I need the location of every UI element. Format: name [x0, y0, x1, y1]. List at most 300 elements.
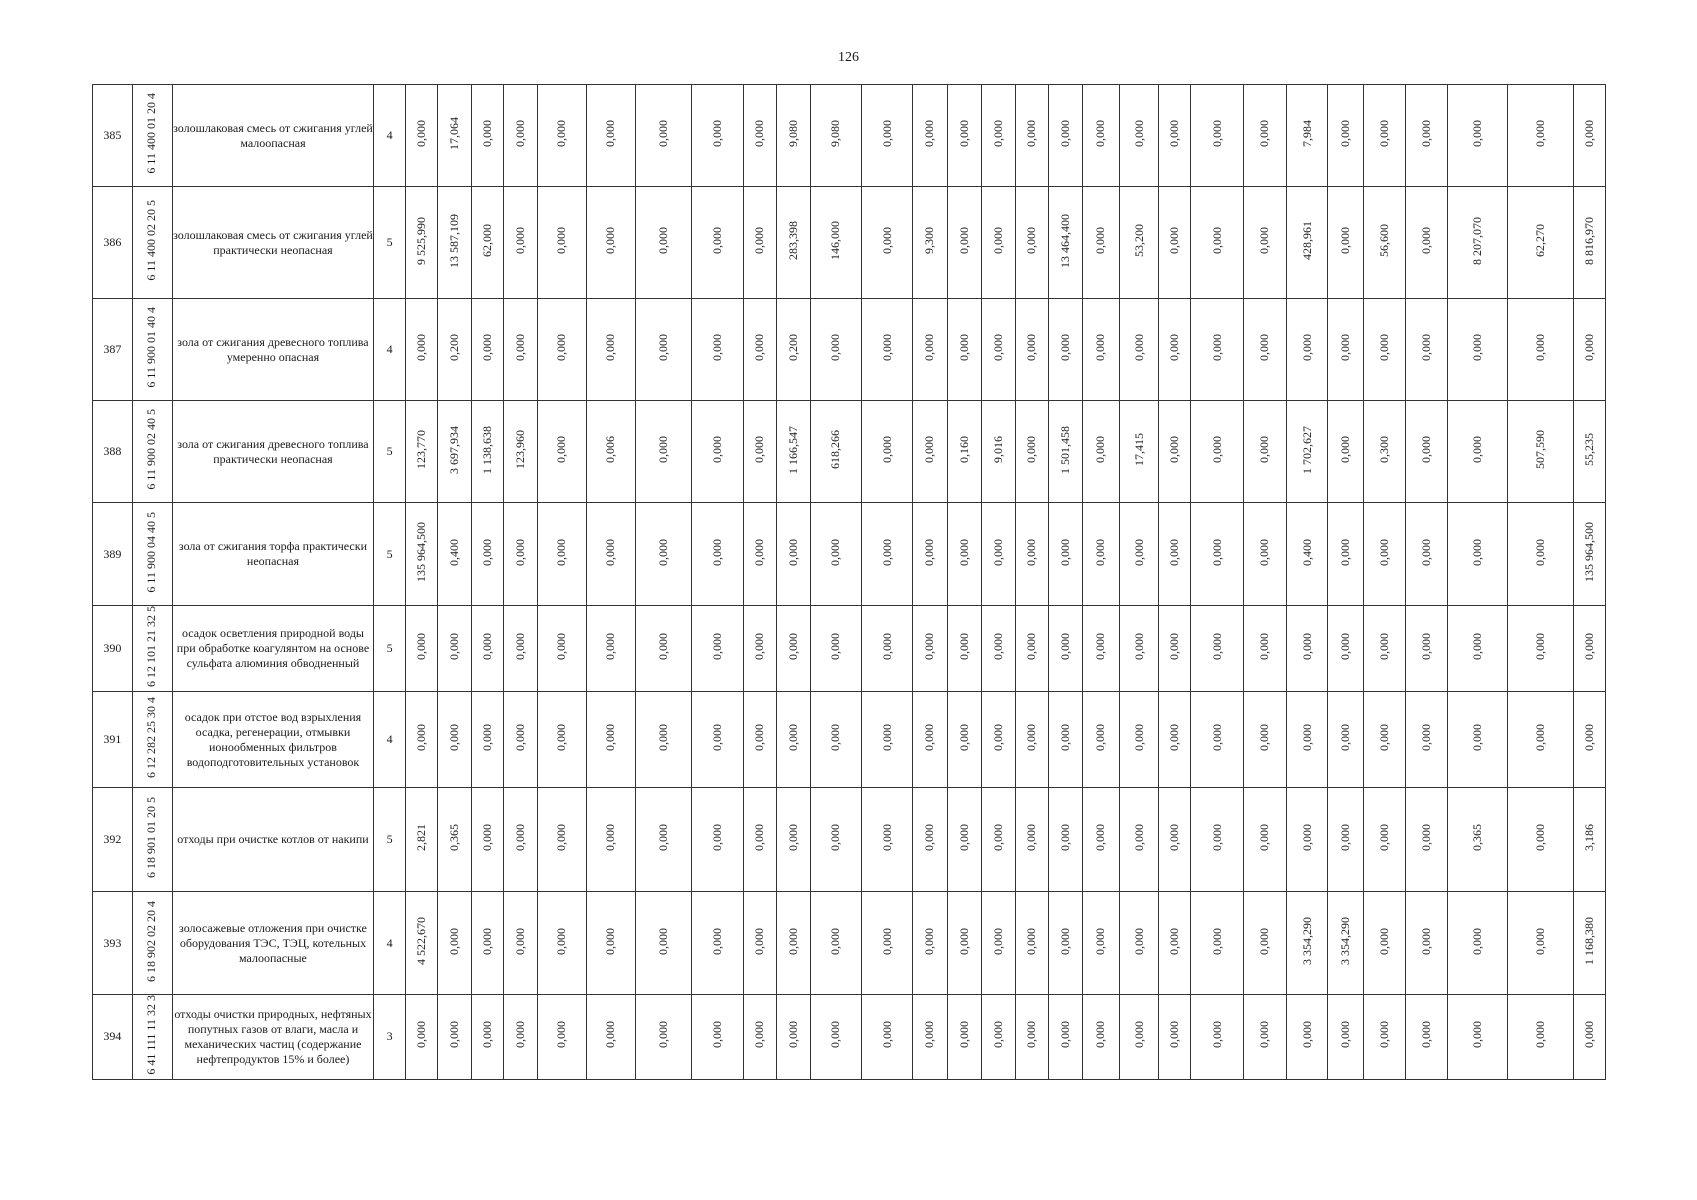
value: 8 207,070	[1470, 216, 1485, 265]
value-cell	[692, 788, 743, 892]
value-cell	[1191, 299, 1243, 401]
value: 0,000	[1376, 927, 1391, 955]
value-cell	[1364, 503, 1406, 606]
value: 0,000	[1093, 1021, 1108, 1049]
value-cell	[1120, 788, 1159, 892]
value: 0,000	[1533, 120, 1548, 147]
hazard-class: 3	[374, 995, 405, 1080]
value-cell	[1328, 995, 1364, 1080]
value-cell	[1082, 187, 1120, 299]
value: 0,000	[554, 927, 569, 955]
hazard-class: 4	[374, 692, 405, 788]
waste-code: 6 11 400 02 20 5	[144, 200, 159, 281]
value-cell	[635, 995, 692, 1080]
value-cell	[777, 606, 810, 692]
waste-name: зола от сжигания торфа практически неопасная	[172, 503, 374, 606]
value-cell	[1364, 299, 1406, 401]
row-number: 387	[93, 299, 133, 401]
value-cell	[1364, 788, 1406, 892]
value: 0,000	[479, 538, 494, 566]
value: 0,000	[1057, 724, 1072, 751]
hazard-class: 4	[374, 85, 405, 187]
value-cell	[537, 85, 586, 187]
value: 0,000	[414, 724, 429, 751]
value-cell	[1574, 995, 1606, 1080]
value-cell	[1191, 503, 1243, 606]
value-cell	[405, 788, 437, 892]
value-cell	[1243, 503, 1286, 606]
value-cell	[405, 401, 437, 503]
row-number: 389	[93, 503, 133, 606]
value: 0,000	[990, 927, 1005, 955]
value-cell	[1364, 85, 1406, 187]
value-cell	[1015, 401, 1048, 503]
table-row	[93, 788, 1606, 892]
value: 17,415	[1131, 433, 1146, 466]
value: 0,000	[512, 724, 527, 751]
value-cell	[861, 788, 912, 892]
value: 0,000	[1533, 1021, 1548, 1049]
value: 0,200	[446, 334, 461, 361]
value: 0,000	[1024, 538, 1039, 566]
value-cell	[1328, 401, 1364, 503]
value-cell	[1015, 187, 1048, 299]
value-cell	[1158, 692, 1190, 788]
value-cell	[1405, 692, 1447, 788]
value-cell	[982, 401, 1015, 503]
value-cell	[1447, 788, 1508, 892]
value: 618,266	[828, 430, 843, 469]
value: 0,000	[1338, 724, 1353, 751]
value: 0,000	[656, 927, 671, 955]
value: 0,000	[656, 227, 671, 254]
value: 123,960	[512, 430, 527, 469]
value: 0,000	[512, 120, 527, 147]
value: 0,000	[752, 436, 767, 463]
value: 3 354,290	[1299, 917, 1314, 965]
value-cell	[537, 401, 586, 503]
value-cell	[635, 692, 692, 788]
value-cell	[504, 85, 537, 187]
value: 0,000	[828, 633, 843, 660]
value: 0,000	[1024, 633, 1039, 660]
value: 0,000	[1418, 633, 1433, 660]
value-cell	[635, 187, 692, 299]
value: 0,000	[1131, 538, 1146, 566]
value-cell	[537, 692, 586, 788]
hazard-class: 5	[374, 788, 405, 892]
value-cell	[471, 187, 503, 299]
value: 0,000	[1131, 724, 1146, 751]
value-cell	[1191, 692, 1243, 788]
value: 0,000	[446, 927, 461, 955]
value-cell	[635, 892, 692, 995]
value: 0,000	[479, 1021, 494, 1049]
value: 0,000	[1167, 227, 1182, 254]
value-cell	[1082, 503, 1120, 606]
value: 0,000	[554, 1021, 569, 1049]
value-cell	[1082, 788, 1120, 892]
value-cell	[635, 503, 692, 606]
value-cell	[1405, 995, 1447, 1080]
waste-name: зола от сжигания древесного топлива умеренно опасная	[172, 299, 374, 401]
value: 0,000	[1093, 824, 1108, 851]
value-cell	[1405, 401, 1447, 503]
value-cell	[1082, 606, 1120, 692]
row-number: 391	[93, 692, 133, 788]
value-cell	[913, 995, 948, 1080]
value: 0,000	[1167, 1021, 1182, 1049]
value-cell	[1049, 606, 1082, 692]
value-cell	[635, 401, 692, 503]
value-cell	[1364, 995, 1406, 1080]
row-number: 385	[93, 85, 133, 187]
value-cell	[982, 892, 1015, 995]
waste-code-cell	[132, 606, 172, 692]
value-cell	[1243, 788, 1286, 892]
value-cell	[743, 85, 776, 187]
value: 0,000	[879, 120, 894, 147]
value: 0,000	[1470, 1021, 1485, 1049]
value-cell	[777, 401, 810, 503]
value-cell	[405, 995, 437, 1080]
value-cell	[1574, 892, 1606, 995]
value: 0,000	[1209, 724, 1224, 751]
value-cell	[1508, 187, 1574, 299]
value-cell	[982, 995, 1015, 1080]
waste-code: 6 11 900 02 40 5	[144, 409, 159, 490]
value: 13 464,400	[1057, 213, 1072, 268]
value: 0,000	[1533, 927, 1548, 955]
value: 0,000	[1167, 724, 1182, 751]
value-cell	[1120, 995, 1159, 1080]
value: 0,000	[512, 227, 527, 254]
value: 0,365	[1470, 824, 1485, 851]
value: 0,000	[785, 724, 800, 751]
value-cell	[982, 299, 1015, 401]
value: 0,400	[446, 538, 461, 566]
waste-table-body	[93, 85, 1606, 1080]
value: 53,200	[1131, 224, 1146, 257]
value-cell	[1015, 606, 1048, 692]
value: 0,000	[554, 120, 569, 147]
value: 0,365	[446, 824, 461, 851]
value: 0,000	[956, 633, 971, 660]
value-cell	[1405, 299, 1447, 401]
value: 0,000	[1024, 227, 1039, 254]
value: 0,000	[956, 1021, 971, 1049]
value: 0,000	[656, 120, 671, 147]
value-cell	[692, 503, 743, 606]
value-cell	[1405, 187, 1447, 299]
value: 0,000	[1338, 538, 1353, 566]
value: 0,000	[1299, 1021, 1314, 1049]
value: 0,000	[990, 824, 1005, 851]
value-cell	[1015, 892, 1048, 995]
value: 0,000	[656, 724, 671, 751]
value-cell	[861, 995, 912, 1080]
value-cell	[471, 85, 503, 187]
value: 0,000	[1024, 927, 1039, 955]
value: 0,000	[1093, 927, 1108, 955]
value-cell	[504, 995, 537, 1080]
value: 0,000	[879, 927, 894, 955]
value-cell	[810, 187, 861, 299]
value: 0,000	[1418, 824, 1433, 851]
value: 0,000	[752, 1021, 767, 1049]
value-cell	[982, 692, 1015, 788]
value-cell	[1120, 606, 1159, 692]
value: 0,000	[656, 633, 671, 660]
value-cell	[743, 995, 776, 1080]
hazard-class: 4	[374, 299, 405, 401]
value: 0,000	[1338, 436, 1353, 463]
value: 0,000	[990, 334, 1005, 361]
waste-code: 6 11 400 01 20 4	[144, 93, 159, 174]
value: 0,000	[479, 927, 494, 955]
value-cell	[1049, 892, 1082, 995]
value: 0,000	[752, 334, 767, 361]
value: 0,000	[922, 927, 937, 955]
value-cell	[1049, 187, 1082, 299]
value: 0,000	[1299, 633, 1314, 660]
value: 0,000	[956, 724, 971, 751]
value-cell	[810, 892, 861, 995]
value-cell	[504, 503, 537, 606]
value: 0,000	[512, 824, 527, 851]
value-cell	[1120, 401, 1159, 503]
value-cell	[982, 606, 1015, 692]
value-cell	[438, 503, 471, 606]
value: 0,000	[1418, 538, 1433, 566]
waste-code-cell	[132, 85, 172, 187]
value: 0,000	[1533, 538, 1548, 566]
value-cell	[1447, 299, 1508, 401]
value: 0,006	[603, 436, 618, 463]
hazard-class: 4	[374, 892, 405, 995]
value: 0,000	[785, 633, 800, 660]
value: 0,000	[710, 1021, 725, 1049]
value: 0,000	[1167, 334, 1182, 361]
value-cell	[947, 892, 982, 995]
value-cell	[471, 995, 503, 1080]
waste-name: золосажевые отложения при очистке оборудования ТЭС, ТЭЦ, котельных малоопасные	[172, 892, 374, 995]
value-cell	[692, 299, 743, 401]
value: 0,000	[512, 538, 527, 566]
value-cell	[586, 606, 635, 692]
value-cell	[913, 401, 948, 503]
table-row	[93, 299, 1606, 401]
waste-code-cell	[132, 299, 172, 401]
value-cell	[1120, 187, 1159, 299]
value: 0,000	[1131, 633, 1146, 660]
value-cell	[438, 692, 471, 788]
value-cell	[1405, 503, 1447, 606]
value: 0,000	[828, 334, 843, 361]
waste-name: золошлаковая смесь от сжигания углей практически неопасная	[172, 187, 374, 299]
value-cell	[947, 401, 982, 503]
row-number: 394	[93, 995, 133, 1080]
value-cell	[1405, 606, 1447, 692]
waste-name: отходы очистки природных, нефтяных попутных газов от влаги, масла и механических частиц (содержание нефтепродуктов 15% и более)	[172, 995, 374, 1080]
value-cell	[1574, 503, 1606, 606]
value-cell	[1158, 187, 1190, 299]
value: 0,000	[603, 633, 618, 660]
value-cell	[504, 606, 537, 692]
value-cell	[586, 299, 635, 401]
value: 0,000	[710, 824, 725, 851]
value: 0,000	[1057, 824, 1072, 851]
value: 0,000	[554, 824, 569, 851]
value: 0,000	[554, 227, 569, 254]
value: 0,000	[879, 1021, 894, 1049]
value: 135 964,500	[1582, 522, 1597, 582]
value: 3 697,934	[446, 425, 461, 474]
value: 0,000	[603, 120, 618, 147]
value: 0,000	[1376, 538, 1391, 566]
value: 0,000	[656, 538, 671, 566]
value: 0,000	[414, 633, 429, 660]
value-cell	[1120, 892, 1159, 995]
value: 0,000	[446, 1021, 461, 1049]
value-cell	[1286, 187, 1328, 299]
row-number: 392	[93, 788, 133, 892]
value: 0,000	[752, 824, 767, 851]
value-cell	[537, 299, 586, 401]
value-cell	[947, 503, 982, 606]
value-cell	[1120, 503, 1159, 606]
value-cell	[1243, 606, 1286, 692]
value-cell	[1364, 892, 1406, 995]
value-cell	[1243, 85, 1286, 187]
value: 0,000	[656, 436, 671, 463]
value-cell	[1243, 401, 1286, 503]
value: 0,000	[1057, 1021, 1072, 1049]
waste-code: 6 18 901 01 20 5	[144, 797, 159, 878]
value: 0,000	[752, 633, 767, 660]
value: 0,000	[1299, 334, 1314, 361]
value-cell	[1447, 401, 1508, 503]
value-cell	[438, 788, 471, 892]
value-cell	[1049, 995, 1082, 1080]
value-cell	[1049, 788, 1082, 892]
value-cell	[1015, 503, 1048, 606]
value: 0,000	[1209, 633, 1224, 660]
waste-code: 6 12 101 21 32 5	[144, 606, 159, 687]
value: 0,000	[1338, 633, 1353, 660]
value-cell	[1364, 606, 1406, 692]
table-row	[93, 892, 1606, 995]
value-cell	[537, 187, 586, 299]
value: 0,000	[512, 633, 527, 660]
value-cell	[1286, 299, 1328, 401]
value-cell	[743, 788, 776, 892]
value: 0,000	[1376, 1021, 1391, 1049]
hazard-class: 5	[374, 503, 405, 606]
value-cell	[537, 788, 586, 892]
waste-name: осадок осветления природной воды при обработке коагулянтом на основе сульфата алюминия обводненный	[172, 606, 374, 692]
value: 0,000	[990, 633, 1005, 660]
value-cell	[777, 299, 810, 401]
waste-code: 6 18 902 02 20 4	[144, 900, 159, 982]
value: 0,000	[1470, 927, 1485, 955]
value: 0,000	[922, 633, 937, 660]
value: 0,000	[922, 436, 937, 463]
value: 0,000	[1299, 724, 1314, 751]
value-cell	[1364, 187, 1406, 299]
value: 0,000	[1418, 227, 1433, 254]
value: 0,000	[603, 927, 618, 955]
value-cell	[810, 606, 861, 692]
value: 0,000	[1257, 120, 1272, 147]
value-cell	[982, 187, 1015, 299]
value-cell	[471, 503, 503, 606]
waste-code-cell	[132, 892, 172, 995]
value: 0,000	[710, 633, 725, 660]
table-row	[93, 503, 1606, 606]
value: 0,000	[512, 334, 527, 361]
value-cell	[438, 995, 471, 1080]
value: 0,000	[1057, 334, 1072, 361]
value-cell	[635, 788, 692, 892]
value: 0,000	[1418, 724, 1433, 751]
value: 0,160	[956, 436, 971, 463]
value: 428,961	[1299, 221, 1314, 260]
waste-code: 6 11 900 04 40 5	[144, 511, 159, 593]
waste-code-cell	[132, 788, 172, 892]
value: 0,000	[1167, 633, 1182, 660]
value: 0,000	[879, 538, 894, 566]
waste-name: осадок при отстое вод взрыхления осадка, регенерации, отмывки ионообменных фильтров водоподготовительных установок	[172, 692, 374, 788]
value-cell	[777, 692, 810, 788]
value: 9,300	[922, 227, 937, 254]
value-cell	[405, 692, 437, 788]
waste-code: 6 41 111 11 32 3	[144, 995, 159, 1075]
value-cell	[947, 692, 982, 788]
value-cell	[405, 892, 437, 995]
value: 0,000	[1209, 120, 1224, 147]
value-cell	[1049, 85, 1082, 187]
value: 0,000	[414, 334, 429, 361]
value-cell	[1286, 503, 1328, 606]
value-cell	[1364, 401, 1406, 503]
value-cell	[1574, 187, 1606, 299]
waste-table	[92, 84, 1606, 1080]
value-cell	[471, 299, 503, 401]
value-cell	[471, 401, 503, 503]
value: 0,000	[1209, 1021, 1224, 1049]
value-cell	[810, 788, 861, 892]
value: 0,000	[1582, 633, 1597, 660]
value-cell	[1447, 692, 1508, 788]
value: 0,000	[710, 436, 725, 463]
value-cell	[743, 503, 776, 606]
value: 0,000	[922, 1021, 937, 1049]
value-cell	[861, 606, 912, 692]
value-cell	[1447, 606, 1508, 692]
value: 0,000	[1024, 120, 1039, 147]
value: 0,000	[554, 633, 569, 660]
value: 0,000	[1257, 538, 1272, 566]
table-row	[93, 995, 1606, 1080]
value: 0,000	[1338, 824, 1353, 851]
value-cell	[743, 892, 776, 995]
waste-code-cell	[132, 995, 172, 1080]
value-cell	[1328, 606, 1364, 692]
value-cell	[1508, 503, 1574, 606]
value: 0,000	[990, 538, 1005, 566]
value-cell	[1574, 401, 1606, 503]
